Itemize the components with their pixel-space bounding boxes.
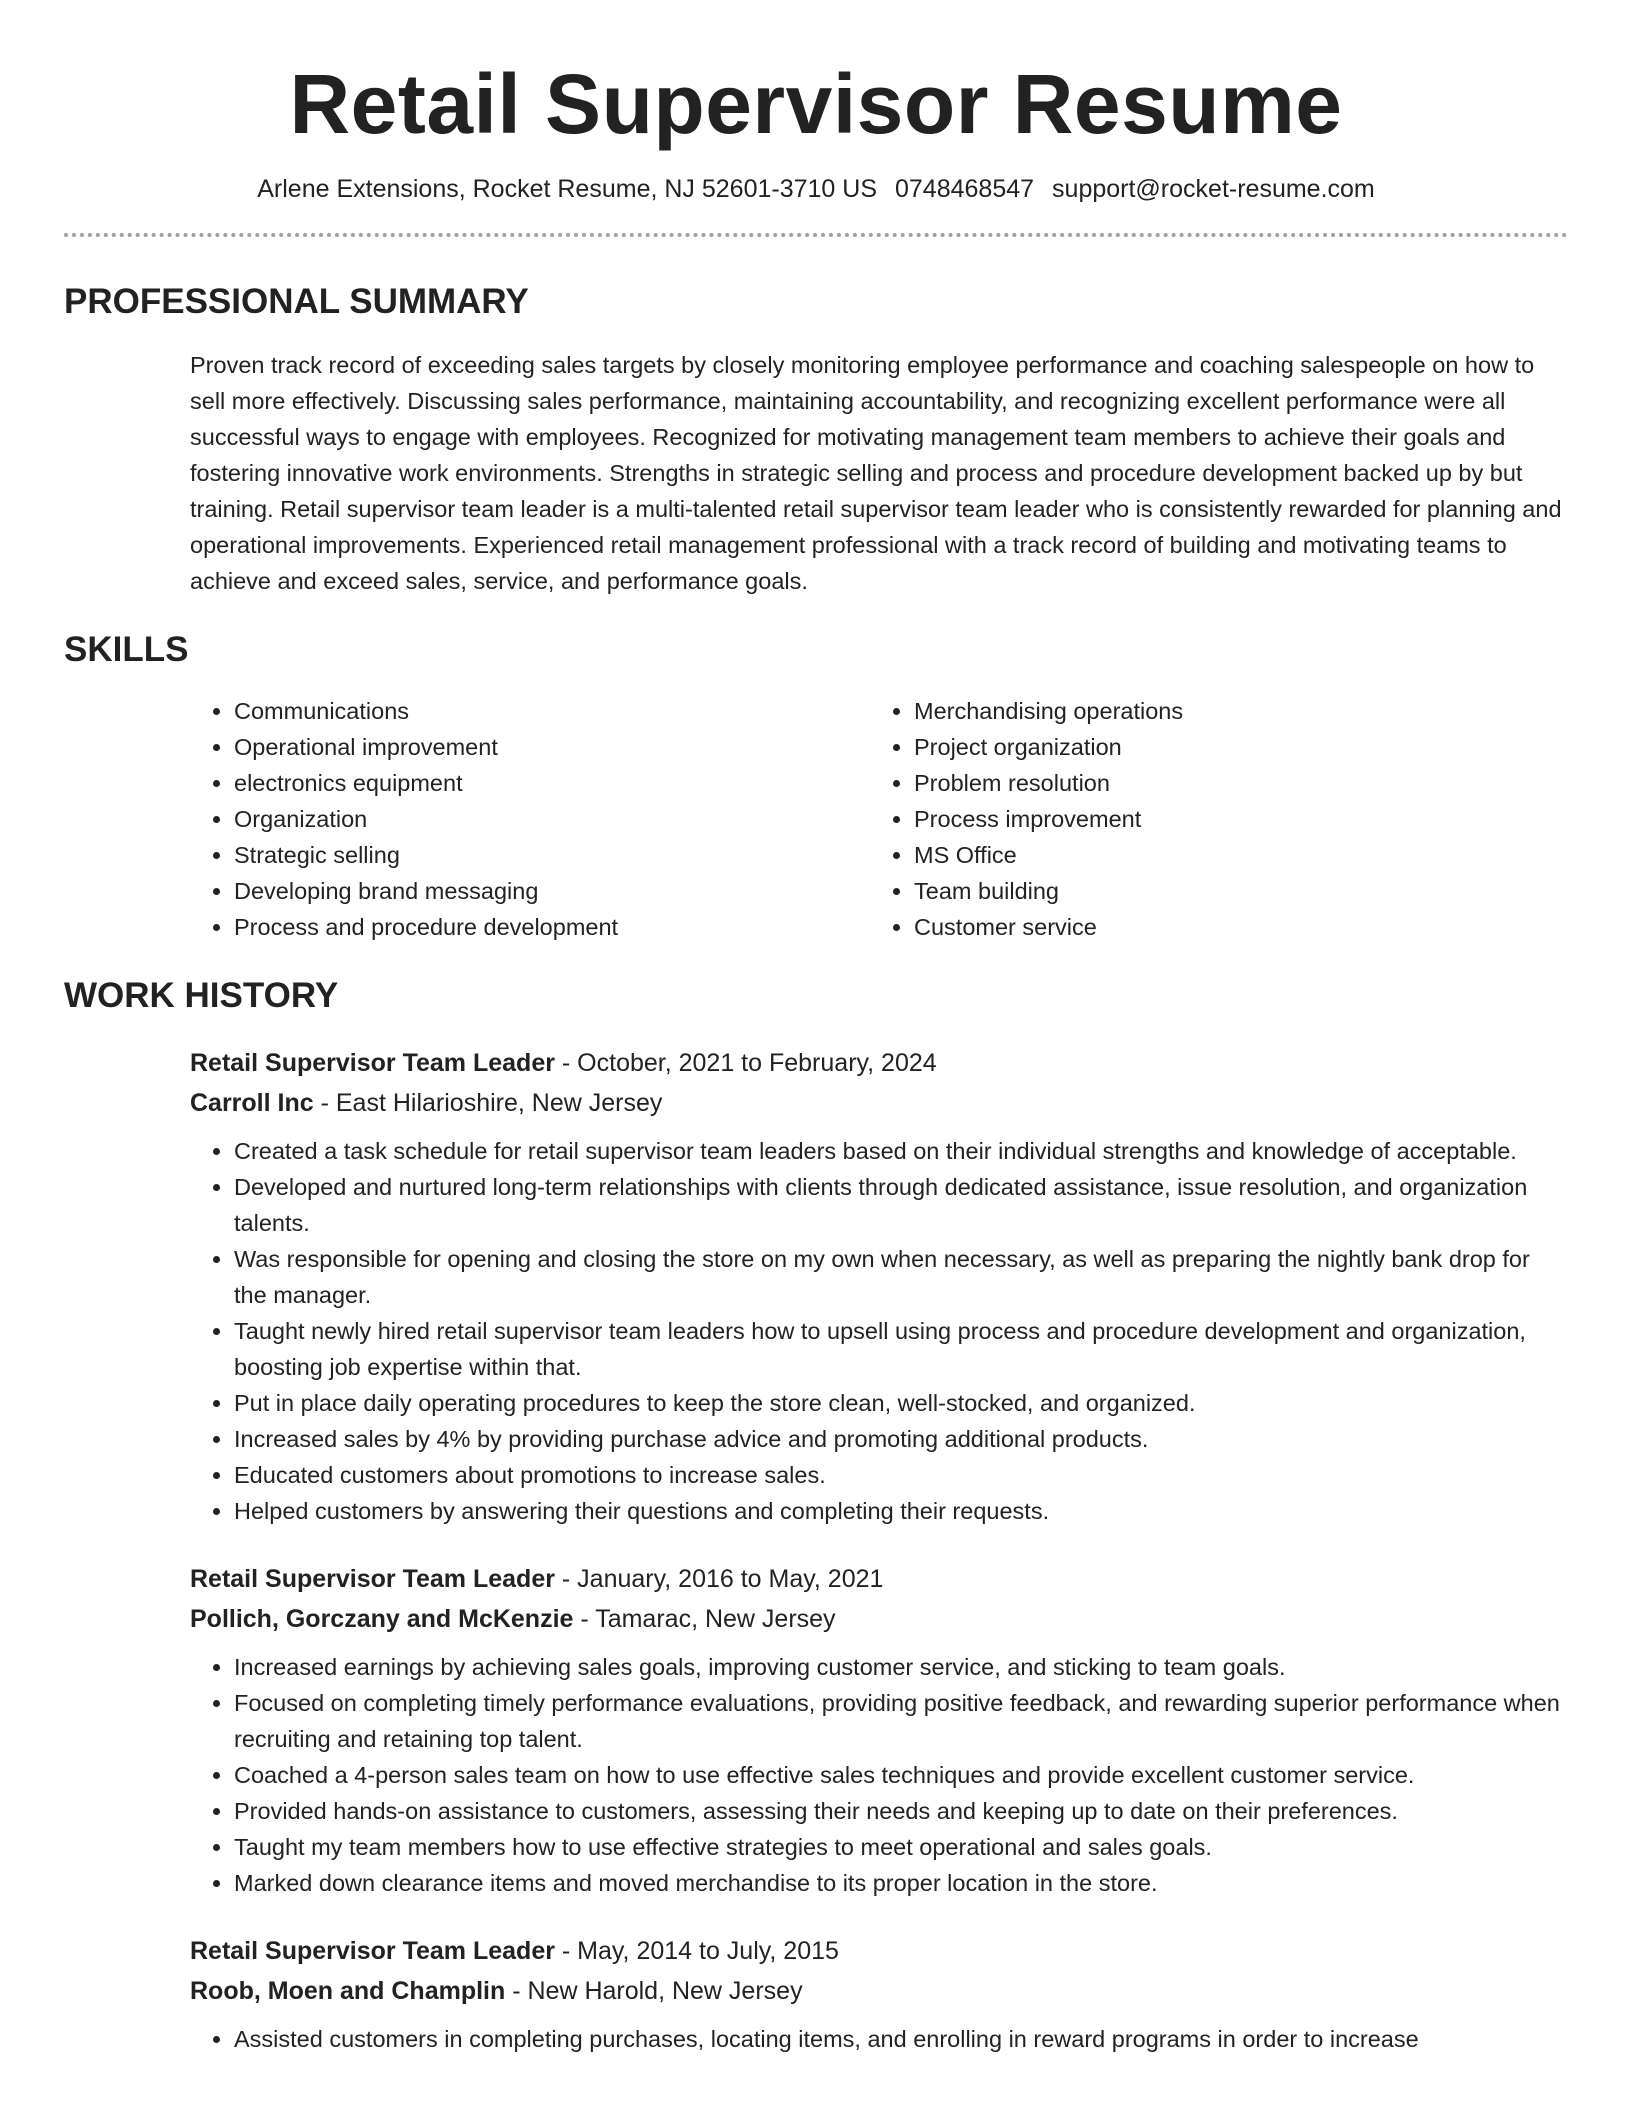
job-bullet: • Helped customers by answering their questions and completing their requests.: [234, 1493, 1568, 1529]
contact-email: support@rocket-resume.com: [1052, 174, 1375, 203]
skills-column-right: [870, 693, 1550, 945]
job-bullet: • Marked down clearance items and moved merchandise to its proper location in the store.: [234, 1865, 1568, 1901]
resume-page: [64, 0, 1568, 2057]
job-title-line: [190, 1931, 1568, 1971]
job-entry: [190, 1931, 1568, 2057]
job-bullet: • Put in place daily operating procedures to keep the store clean, well-stocked, and organized.: [234, 1385, 1568, 1421]
contact-phone: 0748468547: [895, 174, 1035, 203]
skills-heading: SKILLS: [64, 630, 189, 670]
skill-item: • Process improvement: [914, 801, 1550, 837]
job-title-line: [190, 1043, 1568, 1083]
job-entry: [190, 1559, 1568, 1901]
skill-item: • Developing brand messaging: [234, 873, 870, 909]
skill-item: • Problem resolution: [914, 765, 1550, 801]
job-bullet: • Created a task schedule for retail supervisor team leaders based on their individual strengths and knowledge of acceptable.: [234, 1133, 1568, 1169]
contact-address: Arlene Extensions, Rocket Resume, NJ 52601-3710 US: [257, 174, 877, 203]
job-bullet: • Coached a 4-person sales team on how to use effective sales techniques and provide excellent customer service.: [234, 1757, 1568, 1793]
job-bullet: • Increased earnings by achieving sales goals, improving customer service, and sticking to team goals.: [234, 1649, 1568, 1685]
job-dates: - January, 2016 to May, 2021: [554, 1565, 884, 1594]
job-company: Pollich, Gorczany and McKenzie: [190, 1605, 574, 1634]
job-bullets: [190, 1133, 1568, 1529]
job-bullet: • Provided hands-on assistance to customers, assessing their needs and keeping up to date on their preferences.: [234, 1793, 1568, 1829]
job-bullets: [190, 1649, 1568, 1901]
job-title-line: [190, 1559, 1568, 1599]
job-title: Retail Supervisor Team Leader: [190, 1565, 555, 1594]
skill-item: • Process and procedure development: [234, 909, 870, 945]
work-history-heading: WORK HISTORY: [64, 976, 339, 1016]
skill-item: • Project organization: [914, 729, 1550, 765]
summary-heading: PROFESSIONAL SUMMARY: [64, 282, 529, 322]
job-company-line: [190, 1083, 1568, 1123]
job-bullet: • Focused on completing timely performance evaluations, providing positive feedback, and rewarding superior performance when recruiting and retaining top talent.: [234, 1685, 1568, 1757]
skill-item: • electronics equipment: [234, 765, 870, 801]
job-title: Retail Supervisor Team Leader: [190, 1049, 555, 1078]
job-bullet: • Educated customers about promotions to increase sales.: [234, 1457, 1568, 1493]
skills-list: [190, 693, 1568, 945]
job-location: - Tamarac, New Jersey: [573, 1605, 836, 1634]
job-entry: [190, 1043, 1568, 1529]
skill-item: • Strategic selling: [234, 837, 870, 873]
resume-title: Retail Supervisor Resume: [289, 57, 1343, 151]
job-dates: - May, 2014 to July, 2015: [554, 1937, 839, 1966]
job-company: Carroll Inc: [190, 1089, 314, 1118]
job-bullet: • Was responsible for opening and closing the store on my own when necessary, as well as preparing the nightly bank drop for the manager.: [234, 1241, 1568, 1313]
skill-item: • Organization: [234, 801, 870, 837]
job-dates: - October, 2021 to February, 2024: [554, 1049, 937, 1078]
job-location: - East Hilarioshire, New Jersey: [313, 1089, 663, 1118]
job-company: Roob, Moen and Champlin: [190, 1977, 506, 2006]
skill-item: • Customer service: [914, 909, 1550, 945]
job-title: Retail Supervisor Team Leader: [190, 1937, 555, 1966]
skill-item: • Communications: [234, 693, 870, 729]
job-bullet: • Taught my team members how to use effective strategies to meet operational and sales goals.: [234, 1829, 1568, 1865]
job-location: - New Harold, New Jersey: [505, 1977, 803, 2006]
job-bullet: • Increased sales by 4% by providing purchase advice and promoting additional products.: [234, 1421, 1568, 1457]
contact-line: [64, 173, 1568, 206]
job-company-line: [190, 1971, 1568, 2011]
job-bullet: • Assisted customers in completing purchases, locating items, and enrolling in reward programs in order to increase: [234, 2021, 1568, 2057]
job-company-line: [190, 1599, 1568, 1639]
job-bullet: • Developed and nurtured long-term relationships with clients through dedicated assistance, issue resolution, and organization talents.: [234, 1169, 1568, 1241]
skill-item: • Operational improvement: [234, 729, 870, 765]
skill-item: • Merchandising operations: [914, 693, 1550, 729]
skill-item: • MS Office: [914, 837, 1550, 873]
summary-text: Proven track record of exceeding sales targets by closely monitoring employee performance and coaching salespeople on how to sell more effectively. Discussing sales performance, maintaining accountability, and recognizing excellent performance were all successful ways to engage with employees. Recognized for motivating management team members to achieve their goals and fostering innovative work environments. Strengths in strategic selling and process and procedure development backed up by but training. Retail supervisor team leader is a multi-talented retail supervisor team leader who is consistently rewarded for planning and operational improvements. Experienced retail management professional with a track record of building and motivating teams to achieve and exceed sales, service, and performance goals.: [190, 352, 1562, 595]
skill-item: • Team building: [914, 873, 1550, 909]
job-bullet: • Taught newly hired retail supervisor team leaders how to upsell using process and procedure development and organization, boosting job expertise within that.: [234, 1313, 1568, 1385]
header-divider: [64, 233, 1568, 237]
job-bullets: [190, 2021, 1568, 2057]
skills-column-left: [190, 693, 870, 945]
